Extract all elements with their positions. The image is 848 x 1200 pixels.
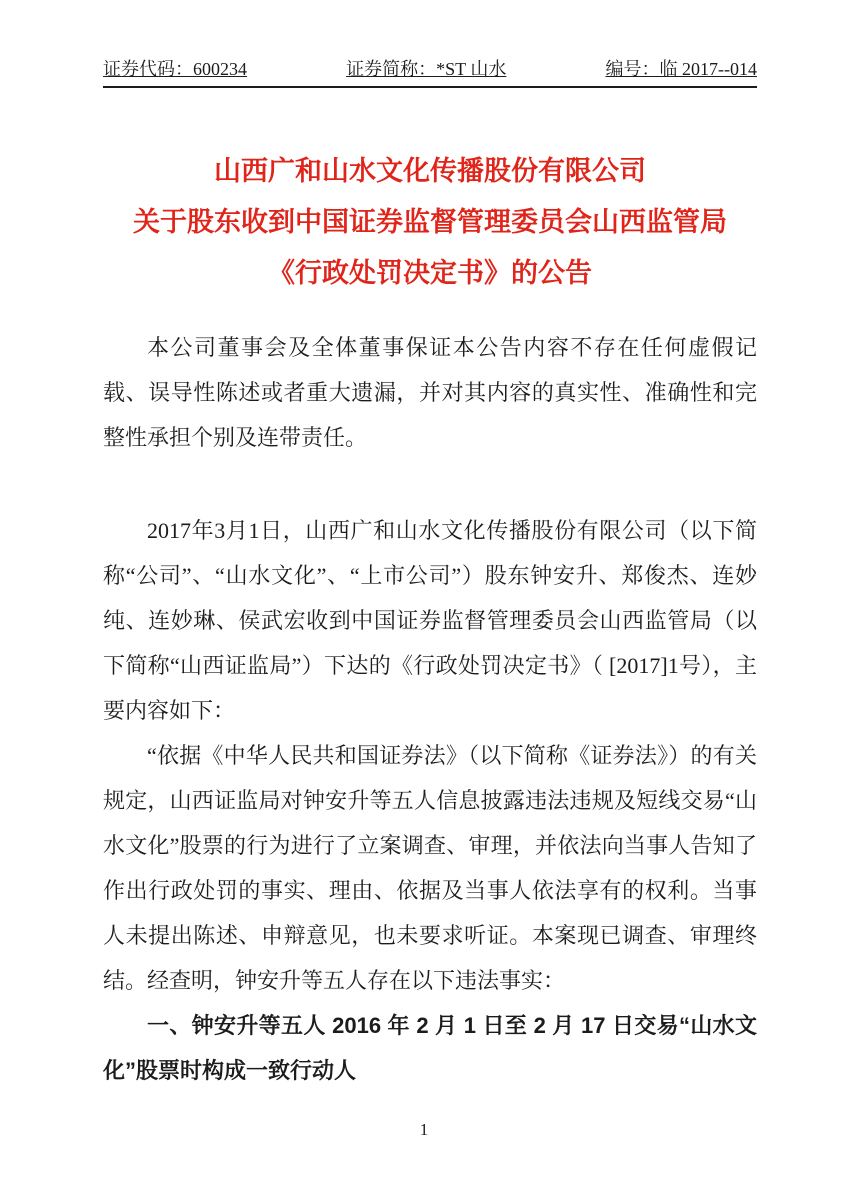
page-number: 1: [419, 1120, 429, 1139]
decision-body-paragraph: “依据《中华人民共和国证券法》（以下简称《证券法》）的有关规定，山西证监局对钟安升等五人信息披露违法违规及短线交易“山水文化”股票的行为进行了立案调查、审理，并依法向当事人告知了作出行政处罚的事实、理由、依据及当事人依法享有的权利。当事人未提出陈述、申辩意见，也未要求听证。本案现已调查、审理终结。经查明，钟安升等五人存在以下违法事实：: [103, 743, 757, 993]
security-code-label: 证券代码：600234: [103, 59, 247, 79]
announcement-title: [103, 146, 757, 299]
title-line-doctype: 《行政处罚决定书》的公告: [268, 258, 592, 288]
announcement-number-label: 编号：临 2017--014: [605, 59, 757, 79]
security-abbr-label: 证券简称：*ST 山水: [346, 59, 507, 79]
document-header-row: [103, 55, 757, 88]
violation-fact-heading: 一、钟安升等五人 2016 年 2 月 1 日至 2 月 17 日交易“山水文化”股票时构成一致行动人: [103, 1013, 757, 1083]
document-content: [103, 0, 757, 1093]
intro-paragraph: 2017年3月1日，山西广和山水文化传播股份有限公司（以下简称“公司”、“山水文化”、“上市公司”）股东钟安升、郑俊杰、连妙纯、连妙琳、侯武宏收到中国证券监督管理委员会山西监管局（以下简称“山西证监局”）下达的《行政处罚决定书》（ [2017]1号），主要内容如下：: [103, 518, 757, 723]
board-disclaimer-paragraph: 本公司董事会及全体董事保证本公告内容不存在任何虚假记载、误导性陈述或者重大遗漏，并对其内容的真实性、准确性和完整性承担个别及连带责任。: [103, 335, 757, 450]
title-line-subject: 关于股东收到中国证券监督管理委员会山西监管局: [133, 207, 727, 237]
title-line-company: 山西广和山水文化传播股份有限公司: [214, 156, 646, 186]
